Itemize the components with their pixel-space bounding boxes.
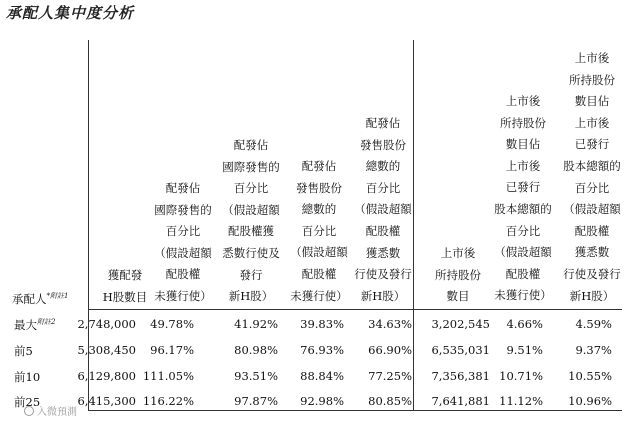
- table-row: [0, 339, 624, 363]
- cell-pct-after-full: 10.96%: [568, 394, 612, 408]
- watermark-text: 入微預測: [37, 407, 77, 418]
- cell-h-shares: 6,415,300: [77, 394, 136, 408]
- header-pct-intl: 配發佔 國際發售的 百分比 （假設超額 配股權 未獲行使）: [154, 181, 212, 303]
- header-held-after: 上市後 所持股份 數目: [435, 246, 481, 304]
- cell-pct-after: 10.71%: [499, 369, 543, 383]
- row-label: 前5: [14, 344, 33, 358]
- header-h-shares: 獲配發 H股數目: [102, 268, 148, 304]
- cell-pct-intl-full: 97.87%: [234, 394, 278, 408]
- cell-pct-intl-full: 93.51%: [234, 369, 278, 383]
- cell-pct-intl: 116.22%: [142, 394, 194, 408]
- cell-held-after: 7,641,881: [431, 394, 490, 408]
- cell-h-shares: 2,748,000: [77, 317, 136, 331]
- cell-pct-intl: 96.17%: [150, 343, 194, 357]
- cell-pct-after-full: 9.37%: [575, 343, 612, 357]
- header-pct-intl-full: 配發佔 國際發售的 百分比 （假設超額 配股權獲 悉數行使及 發行 新H股）: [222, 138, 280, 304]
- cell-held-after: 6,535,031: [431, 343, 490, 357]
- watermark: [24, 403, 77, 418]
- cell-pct-total: 92.98%: [300, 394, 344, 408]
- cell-pct-total: 76.93%: [300, 343, 344, 357]
- cell-pct-after: 11.12%: [499, 394, 543, 408]
- cell-pct-intl: 111.05%: [142, 369, 194, 383]
- row-label: 前25: [14, 395, 41, 409]
- header-placee-label: 承配人: [12, 291, 47, 306]
- cell-h-shares: 5,308,450: [77, 343, 136, 357]
- header-pct-total-full: 配發佔 發售股份 總數的 百分比 （假設超額 配股權 獲悉數 行使及發行 新H股）: [354, 116, 412, 303]
- cell-pct-total-full: 80.85%: [368, 394, 412, 408]
- cell-h-shares: 6,129,800: [77, 369, 136, 383]
- cell-pct-total-full: 77.25%: [368, 369, 412, 383]
- header-pct-after: 上市後 所持股份 數目佔 上市後 已發行 股本總額的 百分比 （假設超額 配股權 未獲行使）: [494, 94, 552, 303]
- header-pct-total: 配發佔 發售股份 總數的 百分比 （假設超額 配股權 未獲行使）: [290, 159, 348, 303]
- cell-held-after: 3,202,545: [431, 317, 490, 331]
- page-title: 承配人集中度分析: [6, 4, 135, 22]
- table-row: [0, 390, 624, 414]
- table-row: [0, 313, 624, 337]
- header-placee-note: *附註1: [46, 292, 69, 300]
- cell-pct-total: 39.83%: [300, 317, 344, 331]
- cell-pct-intl: 49.78%: [150, 317, 194, 331]
- header-pct-after-full: 上市後 所持股份 數目佔 上市後 已發行 股本總額的 百分比 （假設超額 配股權 獲悉數 行使及發行 新H股）: [563, 51, 621, 303]
- watermark-logo-icon: [24, 406, 34, 416]
- cell-pct-intl-full: 41.92%: [234, 317, 278, 331]
- cell-pct-after-full: 10.55%: [568, 369, 612, 383]
- cell-pct-after: 9.51%: [506, 343, 543, 357]
- cell-pct-after-full: 4.59%: [575, 317, 612, 331]
- row-label: 前10: [14, 370, 41, 384]
- cell-pct-after: 4.66%: [506, 317, 543, 331]
- row-label: 最大$^{附註2}$: [14, 318, 56, 332]
- cell-pct-total: 88.84%: [300, 369, 344, 383]
- table-row: [0, 365, 624, 389]
- header-rule: [88, 309, 622, 310]
- header-placee: [12, 286, 68, 310]
- cell-pct-intl-full: 80.98%: [234, 343, 278, 357]
- cell-held-after: 7,356,381: [431, 369, 490, 383]
- cell-pct-total-full: 34.63%: [368, 317, 412, 331]
- cell-pct-total-full: 66.90%: [368, 343, 412, 357]
